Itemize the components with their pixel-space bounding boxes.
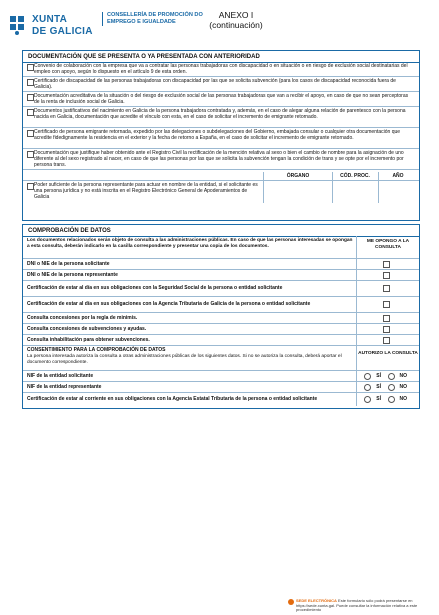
yes-label: SÍ bbox=[376, 384, 381, 390]
verification-row bbox=[23, 281, 419, 297]
annex-title-block bbox=[196, 10, 276, 30]
documentation-section-title: DOCUMENTACIÓN QUE SE PRESENTA O YA PRESENTADA CON ANTERIORIDAD bbox=[23, 51, 419, 63]
doc-checkbox[interactable] bbox=[27, 79, 34, 86]
oppose-checkbox[interactable] bbox=[383, 337, 390, 344]
table-divider bbox=[263, 172, 264, 203]
yes-label: SÍ bbox=[376, 373, 381, 379]
footer-brand: SEDE ELECTRÓNICA bbox=[296, 598, 337, 603]
verification-label: Certificación de estar al día en sus obligaciones con la Agencia Tributaria de Galicia de la persona o entidad solicitante bbox=[27, 301, 311, 307]
logo-line-1: XUNTA bbox=[32, 14, 68, 25]
verification-label: DNI o NIE de la persona representante bbox=[27, 272, 118, 278]
oppose-checkbox[interactable] bbox=[383, 285, 390, 292]
oppose-checkbox[interactable] bbox=[383, 315, 390, 322]
doc-item bbox=[23, 77, 419, 92]
verification-label: Consulta concesiones por la regla de minimis. bbox=[27, 315, 138, 321]
doc-checkbox[interactable] bbox=[27, 94, 34, 101]
consent-header-row bbox=[23, 346, 419, 371]
authorize-column-divider bbox=[356, 346, 357, 406]
no-label: NO bbox=[399, 396, 407, 402]
doc-checkbox[interactable] bbox=[27, 109, 34, 116]
consent-title: CONSENTIMIENTO PARA LA COMPROBACIÓN DE DATOS bbox=[27, 347, 166, 353]
doc-item bbox=[23, 107, 419, 128]
verification-label: DNI o NIE de la persona solicitante bbox=[27, 261, 110, 267]
verification-intro: Los documentos relacionados serán objeto de consulta a las administraciones públicas. En caso de que las personas interesadas se opongan a esta consulta, deberán indicarlo en la casilla correspondiente y presentar una copia de los documentos. bbox=[27, 238, 353, 249]
doc-item-text: Documentación que justifique haber obtenido ante el Registro Civil la rectificación de la mención relativa al sexo o bien el cambio de nombre para la asignación de uno diferente al del sexo registrado al nacer, en caso de que las personas por las que se solicita la subvención tengan la condición de trans y se opte por el incremento por persona trans. bbox=[34, 150, 404, 168]
yes-radio[interactable] bbox=[364, 384, 371, 391]
oppose-checkbox[interactable] bbox=[383, 301, 390, 308]
oppose-column-divider bbox=[356, 236, 357, 346]
doc-item bbox=[23, 128, 419, 149]
doc-checkbox[interactable] bbox=[27, 64, 34, 71]
department-name: CONSELLERÍA DE PROMOCIÓN DO EMPREGO E IGUALDADE bbox=[102, 12, 207, 26]
doc-item-text: Certificado de discapacidad de las personas trabajadoras con discapacidad por las que se solicita subvención (para los casos de discapacidad reconocida fuera de Galicia). bbox=[34, 78, 396, 90]
doc-item-text: Documentos justificativos del nacimiento en Galicia de la persona trabajadora contratada y, además, en el caso de alegar alguna relación de parentesco con la persona nacida en Galicia, documentación que acredite el vínculo con esta, en el caso de solicitar el incremento de emigrante retornado. bbox=[34, 108, 406, 120]
consent-row bbox=[23, 371, 419, 382]
data-verification-section bbox=[22, 224, 420, 409]
doc-checkbox[interactable] bbox=[27, 183, 34, 190]
oppose-header: ME OPONGO A LA CONSULTA bbox=[366, 239, 410, 250]
doc-checkbox[interactable] bbox=[27, 151, 34, 158]
col-header-year: AÑO bbox=[392, 173, 404, 179]
oppose-checkbox[interactable] bbox=[383, 326, 390, 333]
page-footer bbox=[296, 599, 436, 613]
doc-checkbox[interactable] bbox=[27, 130, 34, 137]
col-header-proc-code: CÓD. PROC. bbox=[340, 173, 370, 179]
data-verification-title: COMPROBACIÓN DE DATOS bbox=[23, 225, 419, 237]
yes-label: SÍ bbox=[376, 396, 381, 402]
table-divider bbox=[378, 172, 379, 203]
no-radio[interactable] bbox=[388, 373, 395, 380]
yes-radio[interactable] bbox=[364, 373, 371, 380]
verification-row bbox=[23, 270, 419, 281]
doc-item-text: Documentación acreditativa de la situación o del riesgo de exclusión social de las personas trabajadoras que van a recibir el apoyo, en caso de que no sean perceptoras de la renta de inclusión social de Galicia. bbox=[34, 93, 409, 105]
doc-item-representative-power bbox=[23, 181, 419, 203]
footer-text: Este formulario sólo podrá presentarse en https://sede.xunta.gal. Puede consultar la información relativa a este procedimiento bbox=[296, 598, 418, 612]
documentation-section bbox=[22, 50, 420, 221]
consent-label: Certificación de estar al corriente en sus obligaciones con la Agencia Estatal Tributaria de la persona o entidad solicitante bbox=[27, 396, 318, 402]
sede-electronica-icon bbox=[288, 599, 294, 605]
col-header-organ: ÓRGANO bbox=[286, 173, 310, 179]
verification-row bbox=[23, 313, 419, 324]
annex-subtitle: (continuación) bbox=[209, 20, 263, 30]
verification-row bbox=[23, 259, 419, 270]
no-label: NO bbox=[399, 384, 407, 390]
no-radio[interactable] bbox=[388, 396, 395, 403]
yes-radio[interactable] bbox=[364, 396, 371, 403]
table-header-row bbox=[23, 172, 419, 181]
verification-label: Certificación de estar al día en sus obligaciones con la Seguridad Social de la persona o entidad solicitante bbox=[27, 285, 283, 291]
oppose-checkbox[interactable] bbox=[383, 272, 390, 279]
table-divider bbox=[332, 172, 333, 203]
xunta-emblem-icon bbox=[8, 14, 28, 36]
no-radio[interactable] bbox=[388, 384, 395, 391]
doc-item-text: Convenio de colaboración con la empresa que va a contratar las personas trabajadoras con discapacidad o en situación o en riesgo de exclusión social destinatarias del empleo con apoyo, según lo dispuesto en el artículo 9 de esta orden. bbox=[34, 63, 408, 75]
consent-row bbox=[23, 382, 419, 393]
verification-row bbox=[23, 324, 419, 335]
doc-item-text: Certificado de persona emigrante retornada, expedido por las delegaciones o subdelegaciones del Gobierno, embajada consular o cualquier otra documentación que acredite fidedignamente la residencia en el exterior y la fecha de retorno a España, en el caso de solicitar el incremento de emigrante retornado. bbox=[34, 129, 401, 141]
verification-label: Consulta inhabilitación para obtener subvenciones. bbox=[27, 337, 150, 343]
doc-item bbox=[23, 92, 419, 107]
page-header bbox=[8, 8, 428, 48]
no-label: NO bbox=[399, 373, 407, 379]
doc-item bbox=[23, 149, 419, 170]
verification-row bbox=[23, 335, 419, 346]
doc-item bbox=[23, 62, 419, 77]
consent-label: NIF de la entidad representante bbox=[27, 384, 102, 390]
consent-text: La persona interesada autoriza la consulta a otras administraciones públicas de los siguientes datos. Si no se autoriza la consulta, deberá aportar el documento correspondiente. bbox=[27, 354, 342, 365]
oppose-checkbox[interactable] bbox=[383, 261, 390, 268]
logo-line-2: DE GALICIA bbox=[32, 26, 93, 37]
verification-label: Consulta concesiones de subvenciones y ayudas. bbox=[27, 326, 147, 332]
consent-row bbox=[23, 393, 419, 406]
consent-label: NIF de la entidad solicitante bbox=[27, 373, 94, 379]
annex-title: ANEXO I bbox=[218, 10, 254, 20]
verification-row bbox=[23, 297, 419, 313]
verification-intro-row bbox=[23, 236, 419, 259]
authorize-header: AUTORIZO LA CONSULTA bbox=[358, 351, 418, 356]
doc-item-text: Poder suficiente de la persona representante para actuar en nombre de la entidad, si el solicitante es una persona jurídica y no está inscrita en el Registro Electrónico General de Apoderamientos de Galicia bbox=[34, 182, 258, 200]
